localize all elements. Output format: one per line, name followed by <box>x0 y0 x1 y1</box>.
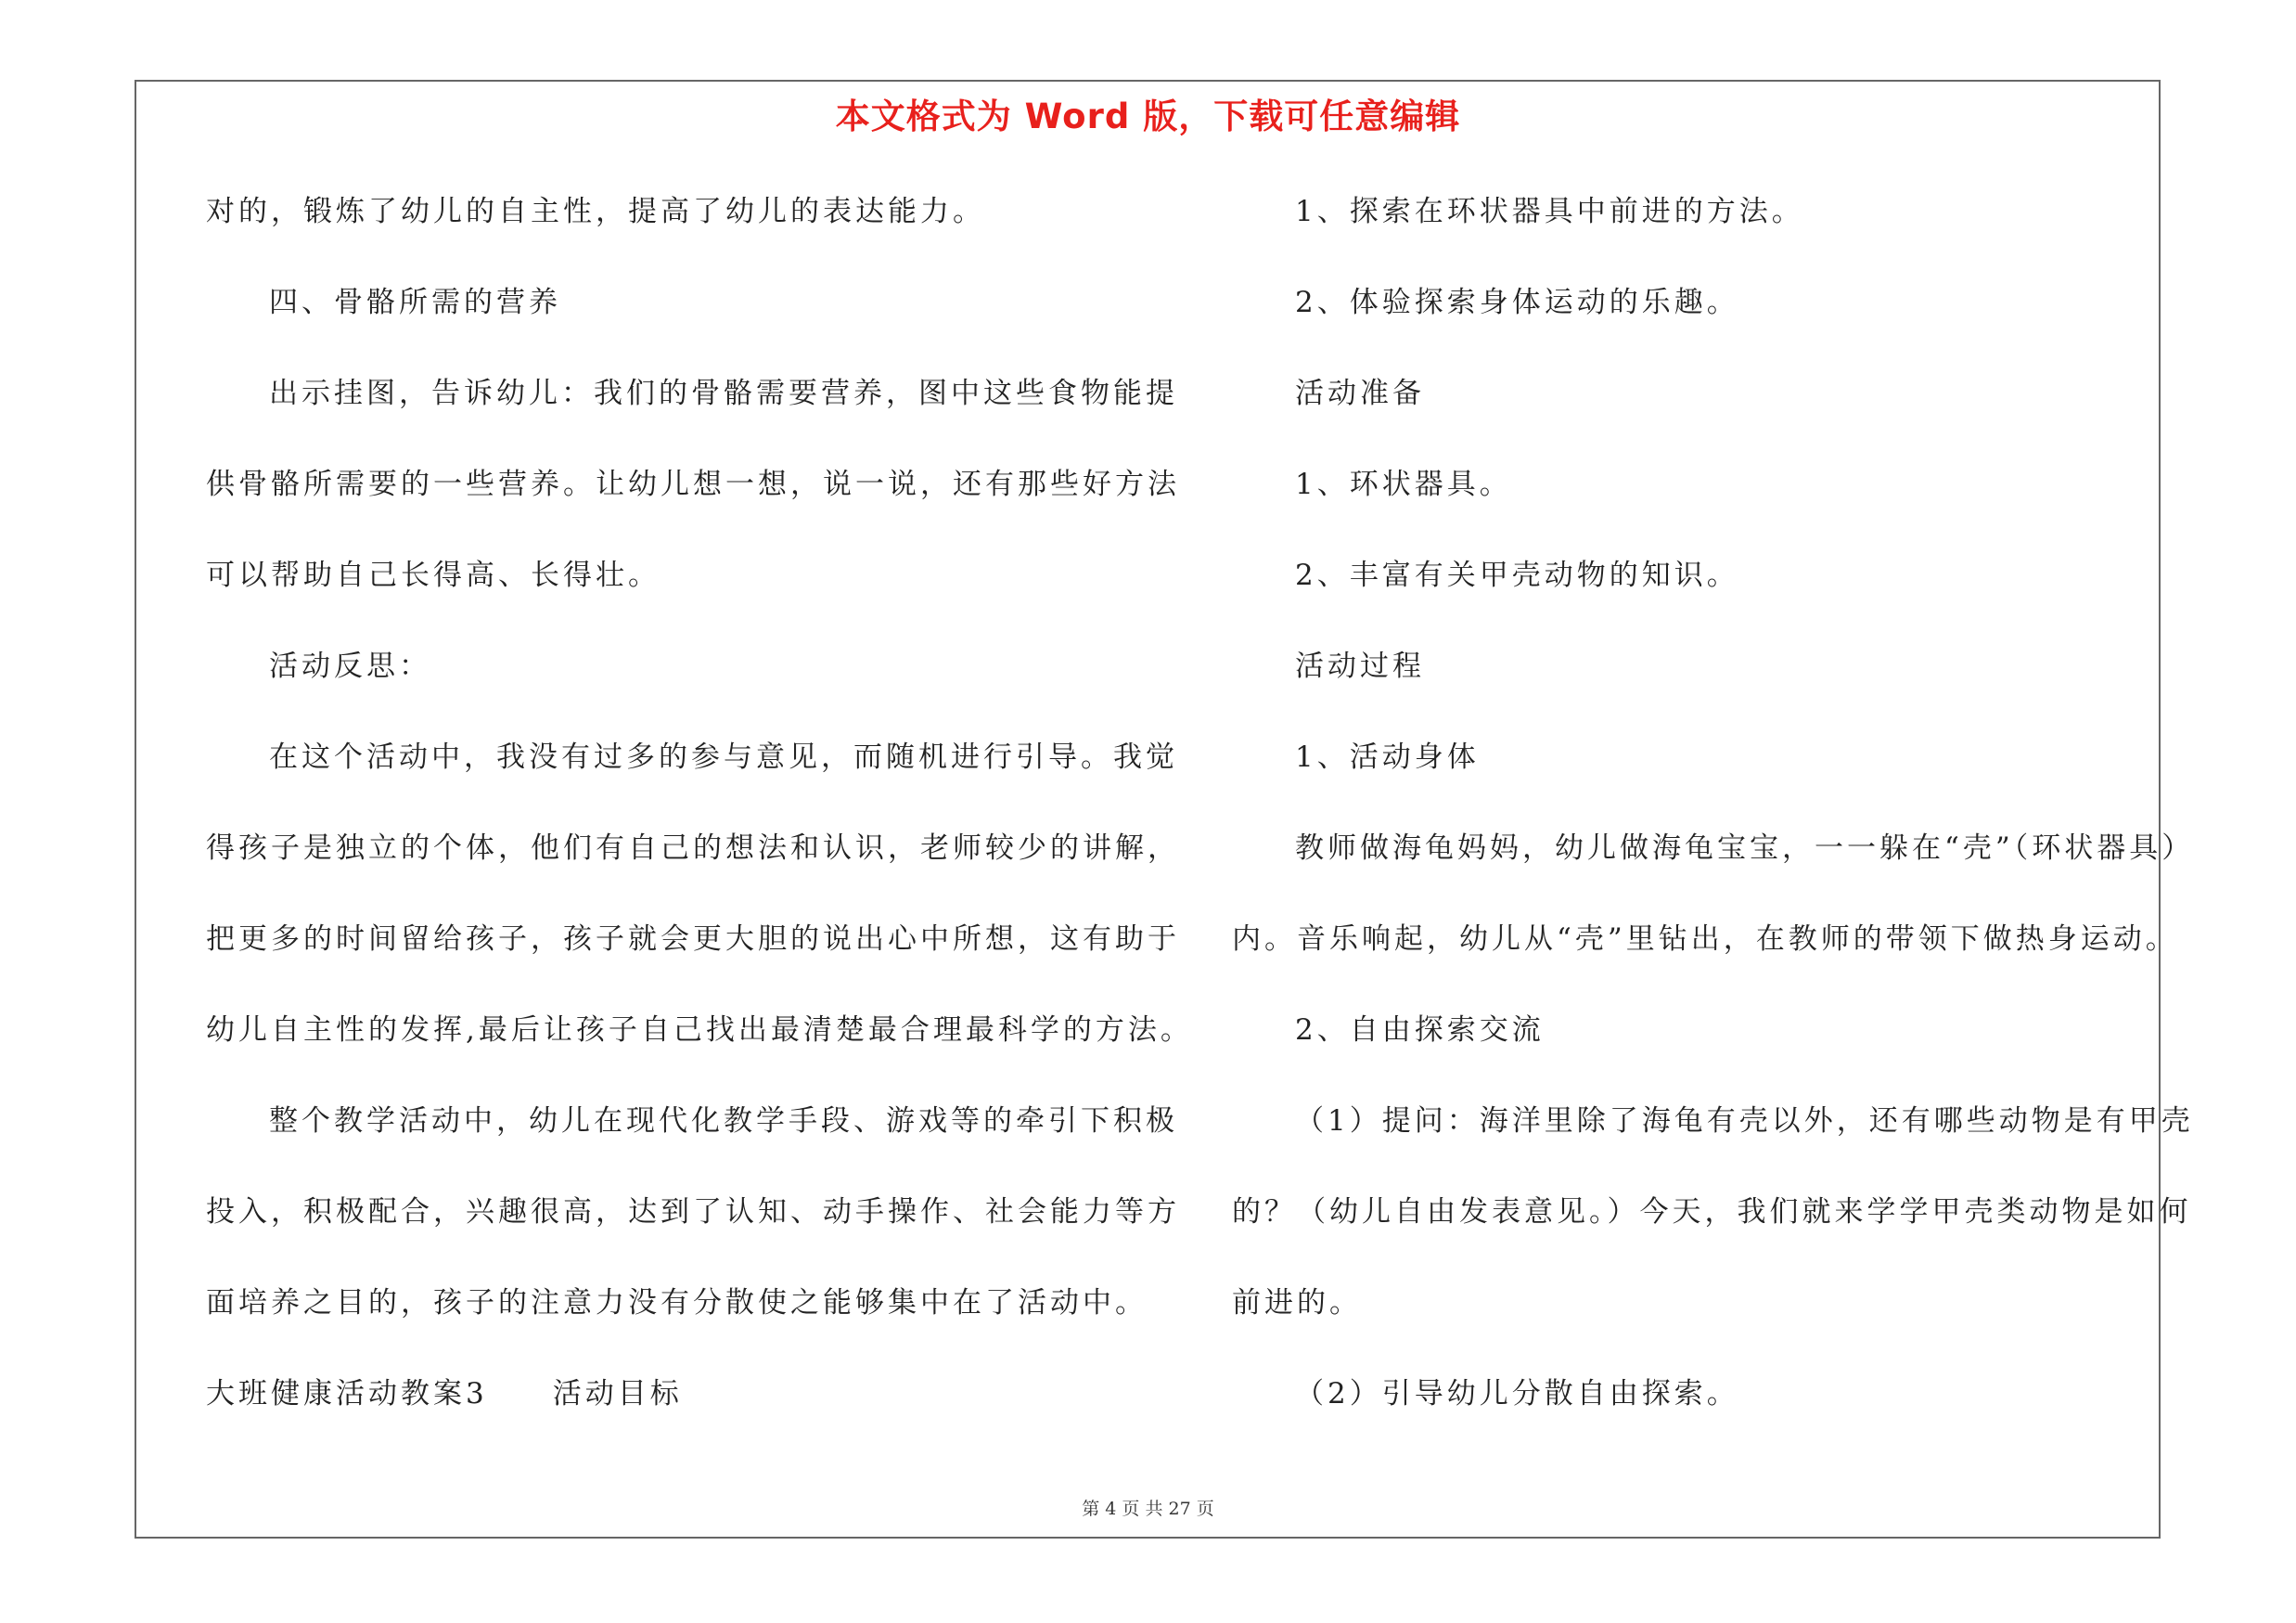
text-line: 供骨骼所需要的一些营养。让幼儿想一想，说一说，还有那些好方法 <box>206 468 1180 501</box>
text-line: 2、丰富有关甲壳动物的知识。 <box>1295 559 1739 592</box>
text-line: （1）提问：海洋里除了海龟有壳以外，还有哪些动物是有甲壳 <box>1295 1104 2194 1138</box>
text-line: 1、探索在环状器具中前进的方法。 <box>1295 195 1804 228</box>
word-format-banner: 本文格式为 Word 版，下载可任意编辑 <box>835 97 1461 136</box>
text-line: 得孩子是独立的个体，他们有自己的想法和认识，老师较少的讲解， <box>206 831 1180 865</box>
text-line: （2）引导幼儿分散自由探索。 <box>1295 1377 1739 1410</box>
text-line: 幼儿自主性的发挥,最后让孩子自己找出最清楚最合理最科学的方法。 <box>206 1013 1193 1047</box>
text-line: 教师做海龟妈妈，幼儿做海龟宝宝，一一躲在“壳”（环状器具） <box>1295 831 2195 865</box>
text-line: 把更多的时间留给孩子，孩子就会更大胆的说出心中所想，这有助于 <box>206 922 1180 956</box>
text-line: 对的，锻炼了幼儿的自主性，提高了幼儿的表达能力。 <box>206 195 985 228</box>
text-line: 面培养之目的，孩子的注意力没有分散使之能够集中在了活动中。 <box>206 1286 1148 1320</box>
text-line: 活动反思： <box>269 650 431 683</box>
text-line: 出示挂图，告诉幼儿：我们的骨骼需要营养，图中这些食物能提 <box>269 377 1178 410</box>
text-line: 1、环状器具。 <box>1295 468 1512 501</box>
right-column <box>1232 182 2195 1455</box>
text-line: 内。音乐响起，幼儿从“壳”里钻出，在教师的带领下做热身运动。 <box>1232 922 2178 956</box>
text-line: 活动准备 <box>1295 377 1425 410</box>
text-line: 大班健康活动教案3 活动目标 <box>206 1377 683 1410</box>
left-column <box>206 182 1193 1455</box>
text-line: 四、骨骼所需的营养 <box>269 286 561 319</box>
text-line: 的？（幼儿自由发表意见。）今天，我们就来学学甲壳类动物是如何 <box>1232 1195 2192 1229</box>
text-line: 可以帮助自己长得高、长得壮。 <box>206 559 661 592</box>
page-number: 第 4 页 共 27 页 <box>1082 1499 1214 1519</box>
text-line: 整个教学活动中，幼儿在现代化教学手段、游戏等的牵引下积极 <box>269 1104 1178 1138</box>
text-line: 前进的。 <box>1232 1286 1362 1320</box>
text-line: 投入，积极配合，兴趣很高，达到了认知、动手操作、社会能力等方 <box>206 1195 1180 1229</box>
text-line: 2、体验探索身体运动的乐趣。 <box>1295 286 1739 319</box>
text-line: 活动过程 <box>1295 650 1425 683</box>
text-line: 1、活动身体 <box>1295 741 1480 774</box>
text-line: 2、自由探索交流 <box>1295 1013 1545 1047</box>
text-line: 在这个活动中，我没有过多的参与意见，而随机进行引导。我觉 <box>269 741 1178 774</box>
